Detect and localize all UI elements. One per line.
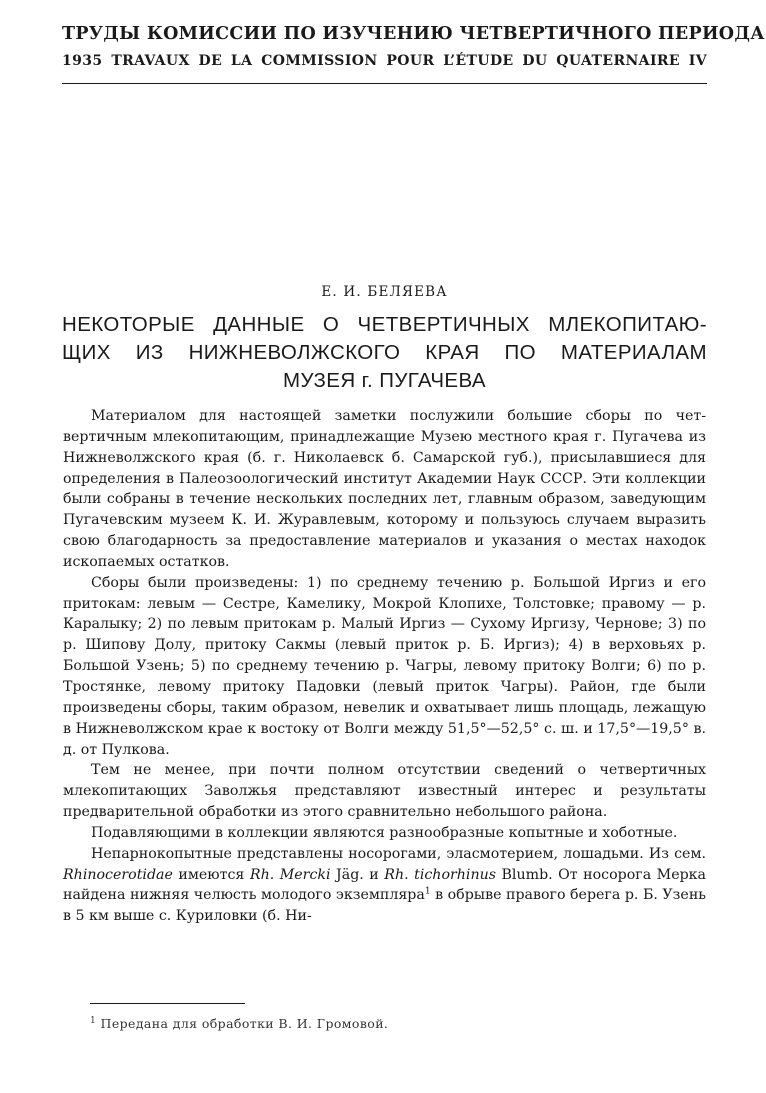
footnote-text: Передана для обработки В. И. Громовой.: [100, 1016, 389, 1031]
footnote: [90, 1016, 690, 1031]
paragraph-text: в обрыве правого берега р. Б. Узень в 5 км выше с. Куриловки (б. Ни-: [63, 887, 706, 925]
paragraph-text: Непарнокопытные представлены носорогами, эласмотерием, лошадьми. Из сем.: [91, 845, 706, 862]
paragraph-text: Jäg. и: [330, 866, 385, 883]
series-title-russian: ТРУДЫ КОМИССИИ ПО ИЗУЧЕНИЮ ЧЕТВЕРТИЧНОГО ПЕРИОДА: [62, 24, 765, 44]
title-line: НЕКОТОРЫЕ ДАННЫЕ О ЧЕТВЕРТИЧНЫХ МЛЕКОПИТАЮ-: [62, 313, 707, 336]
paragraph: Материалом для настоящей заметки послужили большие сборы по четвертичным млекопитающим, принадлежащие Музею местного края г. Пугачева из Нижневолжского края (б. г. Николаевск б. Самарской губ.), присылавшиеся для определения в Палеозоологический институт Академии Наук СССР. Эти коллекции были собраны в течение нескольких последних лет, главным образом, заведующим Пугачевским музеем К. И. Журавлевым, которому и пользуюсь случаем выразить свою благодарность за предоставление материалов и указания о местах находок ископаемых остатков.: [63, 408, 706, 570]
footnote-mark: 1: [90, 1015, 97, 1026]
article-body: [63, 406, 706, 927]
taxon-name: Rhinocerotidae: [63, 866, 173, 883]
taxon-name: Rh. tichorhinus: [384, 866, 496, 883]
paragraph: [63, 844, 706, 927]
title-line: МУЗЕЯ г. ПУГАЧЕВА: [283, 369, 486, 392]
footnote-reference: 1: [424, 886, 431, 897]
paragraph-text: Blumb. От носорога Мерка найдена нижняя челюсть молодого экземпляра: [63, 866, 707, 904]
header-rule: [62, 83, 707, 84]
footnote-rule: [90, 1003, 245, 1004]
paragraph: Сборы были произведены: 1) по среднему течению р. Большой Иргиз и его притокам: левым — Сестре, Камелику, Мокрой Клопихе, Толстовке; правому — р. Каралыку; 2) по левым притокам р. Малый Иргиз — Сухому Иргизу, Черновe; 3) по р. Шипову Долу, притоку Сакмы (левый приток р. Б. Иргиз); 4) в верховьях р. Большой Узень; 5) по среднему течению р. Чагры, левому притоку Волги; 6) по р. Тростянке, левому притоку Падовки (левый приток Чагры). Район, где были произведены сборы, таким образом, невелик и охватывает лишь площадь, лежащую в Нижневолжском крае к востоку от Волги между 51,5°—52,5° с. ш. и 17,5°—19,5° в. д. от Пулкова.: [63, 574, 706, 758]
title-line: ЩИХ ИЗ НИЖНЕВОЛЖСКОГО КРАЯ ПО МАТЕРИАЛАМ: [62, 341, 707, 364]
paragraph-text: имеются: [172, 866, 250, 883]
paragraph: Подавляющими в коллекции являются разнообразные копытные и хоботные.: [91, 824, 678, 841]
series-title-french: 1935 TRAVAUX DE LA COMMISSION POUR L’ÉTUDE DU QUATERNAIRE IV: [62, 53, 707, 69]
paragraph: Тем не менее, при почти полном отсутствии сведений о четвертичных млекопитающих Заволжья представляют известный интерес и результаты предварительной обработки из этого сравнительно небольшого района.: [63, 762, 706, 821]
taxon-name: Rh. Mercki: [249, 866, 331, 883]
article-title: [62, 311, 707, 395]
article-author: Е. И. БЕЛЯЕВА: [321, 284, 448, 300]
